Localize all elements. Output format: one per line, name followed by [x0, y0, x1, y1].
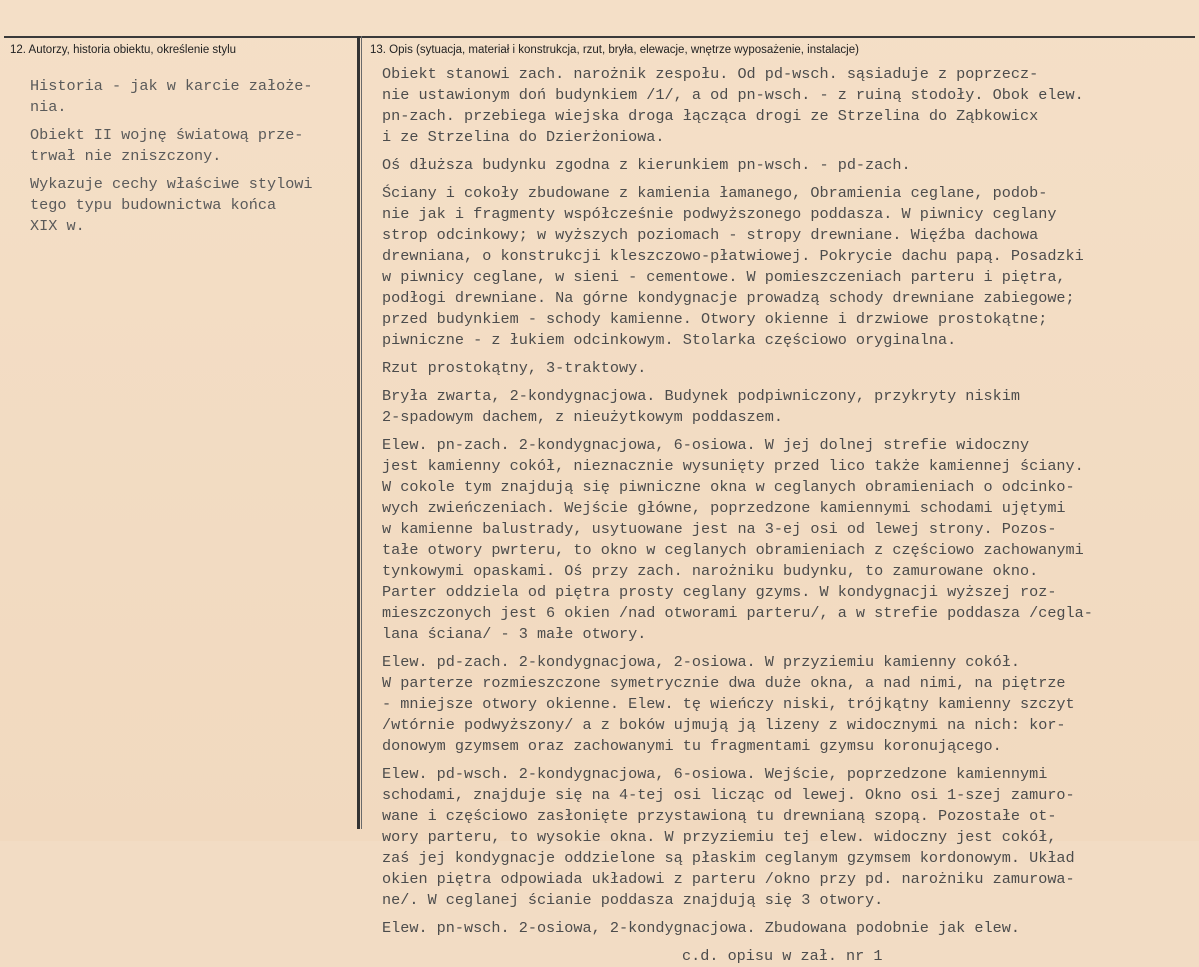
description-paragraph: Elew. pn-wsch. 2-osiowa, 2-kondygnacjowa. Zbudowana podobnie jak elew.	[382, 919, 1020, 937]
column-divider-thin	[361, 36, 362, 829]
history-paragraph: Obiekt II wojnę światową prze- trwał nie zniszczony.	[30, 126, 304, 165]
description-paragraph: Elew. pd-zach. 2-kondygnacjowa, 2-osiowa. W przyziemiu kamienny cokół. W parterze rozmieszczone symetrycznie dwa duże okna, a nad nimi, na piętrze - mniejsze otwory okienne. Elew. tę wieńczy niski, trójkątny kamienny szczyt /wtórnie podwyższony/ a z boków ujmują ją lizeny z widocznymi na nich: kor- donowym gzymsem oraz zachowanymi tu fragmentami gzymsu koronującego.	[382, 653, 1075, 755]
description-paragraph: Ściany i cokoły zbudowane z kamienia łamanego, Obramienia ceglane, podob- nie jak i fragmenty współcześnie podwyższonego poddasza. W piwnicy ceglany strop odcinkowy; w wyższych poziomach - stropy drewniane. Więźba dachowa drewniana, o konstrukcji kleszczowo-płatwiowej. Pokrycie dachu papą. Posadzki w piwnicy ceglane, w sieni - cementowe. W pomieszczeniach parteru i piętra, podłogi drewniane. Na górne kondygnacje prowadzą schody drewniane zabiegowe; przed budynkiem - schody kamienne. Otwory okienne i drzwiowe prostokątne; piwniczne - z łukiem odcinkowym. Stolarka częściowo oryginalna.	[382, 184, 1084, 349]
history-section	[30, 76, 350, 244]
history-paragraph: Historia - jak w karcie założe- nia.	[30, 77, 313, 116]
description-paragraph: Bryła zwarta, 2-kondygnacjowa. Budynek podpiwniczony, przykryty niskim 2-spadowym dachem, z nieużytkowym poddaszem.	[382, 387, 1020, 426]
continuation-note: c.d. opisu w zał. nr 1	[682, 947, 883, 965]
column-divider	[357, 36, 360, 829]
description-section	[382, 64, 1192, 967]
description-paragraph: Elew. pn-zach. 2-kondygnacjowa, 6-osiowa. W jej dolnej strefie widoczny jest kamienny cokół, nieznacznie wysunięty przed lico także kamiennej ściany. W cokole tym znajdują się piwniczne okna w ceglanych obramieniach o odcinko- wych zwieńczeniach. Wejście główne, poprzedzone kamiennymi schodami ujętymi w kamienne balustrady, usytuowane jest na 3-ej osi od lewej strony. Pozos- tałe otwory pwrteru, to okno w ceglanych obramieniach z częściowo zachowanymi tynkowymi opaskami. Oś przy zach. narożniku budynku, to zamurowane okno. Parter oddziela od piętra prosty ceglany gzyms. W kondygnacji wyższej roz- mieszczonych jest 6 okien /nad otworami parteru/, a w strefie poddasza /cegla- lana ściana/ - 3 małe otwory.	[382, 436, 1093, 643]
description-paragraph: Oś dłuższa budynku zgodna z kierunkiem pn-wsch. - pd-zach.	[382, 156, 911, 174]
top-rule	[4, 36, 1195, 38]
section-13-header: 13. Opis (sytuacja, materiał i konstrukcja, rzut, bryła, elewacje, wnętrze wyposażenie, instalacje)	[370, 44, 859, 56]
description-paragraph: Rzut prostokątny, 3-traktowy.	[382, 359, 647, 377]
description-paragraph: Elew. pd-wsch. 2-kondygnacjowa, 6-osiowa. Wejście, poprzedzone kamiennymi schodami, znajduje się na 4-tej osi licząc od lewej. Okno osi 1-szej zamuro- wane i częściowo zasłonięte przystawioną tu drewnianą szopą. Pozostałe ot- wory parteru, to wysokie okna. W przyziemiu tej elew. widoczny jest cokół, zaś jej kondygnacje oddzielone są płaskim ceglanym gzymsem kordonowym. Układ okien piętra odpowiada układowi z parteru /okno przy pd. narożniku zamurowa- ne/. W ceglanej ścianie poddasza znajdują się 3 otwory.	[382, 765, 1075, 909]
section-12-header: 12. Autorzy, historia obiektu, określenie stylu	[10, 44, 237, 56]
history-paragraph: Wykazuje cechy właściwe stylowi tego typu budownictwa końca XIX w.	[30, 175, 313, 235]
description-paragraph: Obiekt stanowi zach. narożnik zespołu. Od pd-wsch. sąsiaduje z poprzecz- nie ustawionym doń budynkiem /1/, a od pn-wsch. - z ruiną stodoły. Obok elew. pn-zach. przebiega wiejska droga łącząca drogi ze Strzelina do Ząbkowicx i ze Strzelina do Dzierżoniowa.	[382, 65, 1084, 146]
